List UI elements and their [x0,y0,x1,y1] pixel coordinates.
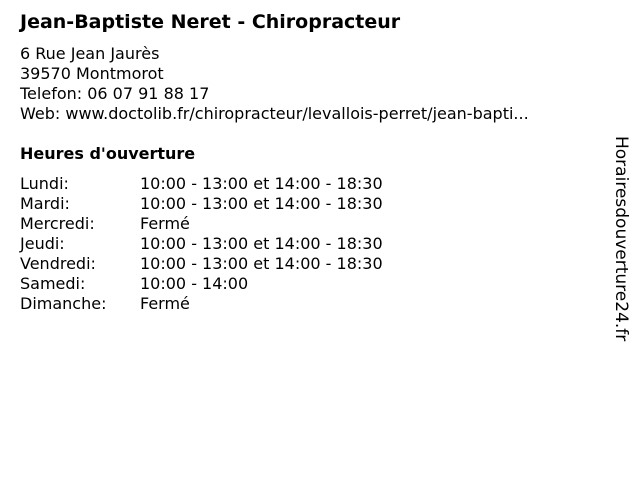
phone-number: Telefon: 06 07 91 88 17 [20,84,210,103]
day-label: Lundi: [20,174,69,193]
time-value: Fermé [140,294,190,313]
city-address: 39570 Montmorot [20,64,164,83]
day-label: Dimanche: [20,294,107,313]
site-watermark: Horairesdouverture24.fr [611,136,631,342]
time-value: Fermé [140,214,190,233]
day-label: Mardi: [20,194,70,213]
time-value: 10:00 - 13:00 et 14:00 - 18:30 [140,254,383,273]
contact-block [20,44,529,124]
hours-row-monday [20,174,383,194]
time-value: 10:00 - 13:00 et 14:00 - 18:30 [140,234,383,253]
time-value: 10:00 - 13:00 et 14:00 - 18:30 [140,174,383,193]
day-label: Mercredi: [20,214,95,233]
hours-row-sunday [20,294,383,314]
opening-hours-heading: Heures d'ouverture [20,144,196,163]
opening-hours-table [20,174,383,314]
hours-row-friday [20,254,383,274]
day-label: Jeudi: [20,234,65,253]
hours-row-thursday [20,234,383,254]
business-title: Jean-Baptiste Neret - Chiropracteur [20,11,401,33]
hours-row-saturday [20,274,383,294]
time-value: 10:00 - 14:00 [140,274,249,293]
day-label: Vendredi: [20,254,96,273]
website-link[interactable]: Web: www.doctolib.fr/chiropracteur/levallois-perret/jean-bapti... [20,104,529,123]
street-address: 6 Rue Jean Jaurès [20,44,160,63]
time-value: 10:00 - 13:00 et 14:00 - 18:30 [140,194,383,213]
hours-row-wednesday [20,214,383,234]
day-label: Samedi: [20,274,86,293]
hours-row-tuesday [20,194,383,214]
